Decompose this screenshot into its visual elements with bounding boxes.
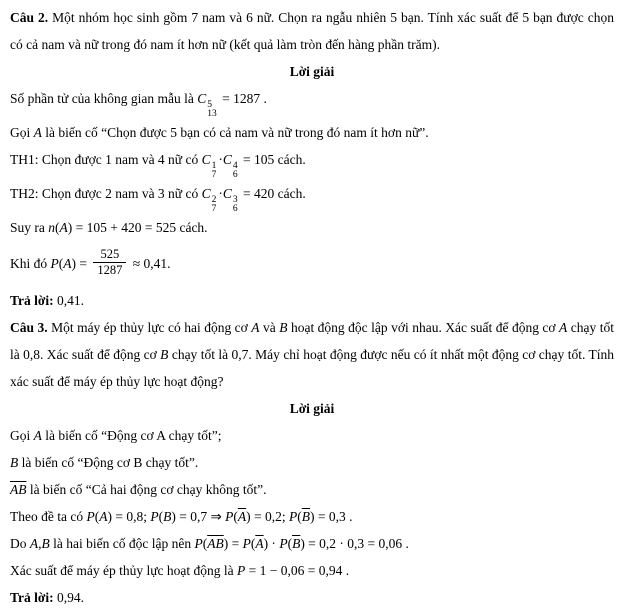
answer-value: 0,41. [53, 293, 84, 308]
math-var: A [33, 125, 42, 140]
math-function: P [150, 509, 159, 524]
q3-line-given [10, 503, 614, 530]
q2-line-case1 [10, 146, 614, 180]
comb-symbol: C [222, 186, 232, 201]
text-run: Khi đó [10, 256, 51, 271]
denominator: 1287 [93, 262, 126, 278]
overline-var: $\overline{A}$ [255, 536, 264, 551]
answer-value: 0,94. [53, 590, 84, 605]
comb-symbol: C [201, 186, 211, 201]
text-run: là biến cố “Động cơ A chạy tốt”; [41, 428, 222, 443]
text-run: ) = 0,2 · 0,3 = 0,06 . [300, 536, 409, 551]
paren: ( [158, 509, 164, 524]
math-function: P [50, 256, 59, 271]
text-run: Gọi [10, 125, 34, 140]
math-var: P [237, 563, 246, 578]
text-run: ) = 0,2; [246, 509, 290, 524]
math-function: P [225, 509, 234, 524]
math-var: A [99, 509, 108, 524]
math-function: n [48, 220, 55, 235]
text-run: ) = [223, 536, 243, 551]
subscript: 7 [211, 204, 217, 214]
text-run: = 420 cách. [239, 186, 306, 201]
overline-var: $\overline{A}$ [237, 509, 247, 524]
multiplication-dot: · [218, 186, 223, 201]
math-var: B [160, 347, 169, 362]
paren: ( [58, 256, 64, 271]
math-function: P [279, 536, 288, 551]
text-run: là biến cố “Cả hai động cơ chạy không tốt”. [26, 482, 267, 497]
text-run: = 105 cách. [239, 152, 306, 167]
text-run: Do [10, 536, 30, 551]
q2-line-count [10, 214, 614, 241]
text-run: Một nhóm học sinh gồm 7 nam và 6 nữ. Chọn ra ngẫu nhiên 5 bạn. Tính xác suất để 5 bạn được chọn có cả nam và nữ trong đó nam ít hơn nữ (kết quả làm tròn đến hàng phần trăm). [10, 10, 614, 52]
overline-var: $\overline{B}$ [301, 509, 311, 524]
overline-var: $\overline{B}$ [292, 536, 301, 551]
subscript: 6 [232, 204, 238, 214]
comb-indices [233, 162, 238, 180]
comb-symbol: C [222, 152, 232, 167]
text-run: ) = [71, 256, 91, 271]
subscript: 13 [207, 109, 217, 119]
math-var: B [10, 455, 19, 470]
text-run: ) = 105 + 420 = 525 cách. [67, 220, 208, 235]
q3-label: Câu 3. [10, 320, 48, 335]
text-run: Xác suất để máy ép thủy lực hoạt động là [10, 563, 238, 578]
math-function: P [242, 536, 251, 551]
text-run: ) = 0,7 ⇒ [171, 509, 226, 524]
text-run: ) = 0,8; [107, 509, 151, 524]
q3-line-result [10, 557, 614, 584]
heading-text: Lời giải [289, 64, 335, 79]
heading-text: Lời giải [289, 401, 335, 416]
math-function: P [86, 509, 95, 524]
comb-symbol: C [197, 91, 207, 106]
comb-indices [212, 162, 217, 180]
text-run: = 1287 . [218, 91, 267, 106]
subscript: 6 [232, 170, 238, 180]
q2-line-probability [10, 241, 614, 287]
text-run: Theo đề ta có [10, 509, 87, 524]
q2-answer [10, 287, 614, 314]
text-run: là hai biến cố độc lập nên [49, 536, 195, 551]
text-run: ) = 0,3 . [310, 509, 353, 524]
math-var: A [33, 428, 42, 443]
paren: ( [233, 509, 238, 524]
comb-indices [212, 196, 217, 214]
paren: ( [55, 220, 60, 235]
text-run: Suy ra [10, 220, 49, 235]
answer-label: Trả lời: [10, 293, 54, 308]
multiplication-dot: · [218, 152, 223, 167]
comb-indices [233, 196, 238, 214]
answer-label: Trả lời: [10, 590, 54, 605]
q3-line-independent [10, 530, 614, 557]
q2-line-event-def [10, 119, 614, 146]
math-function: P [194, 536, 203, 551]
paren: ( [250, 536, 256, 551]
q3-line-event-ab [10, 476, 614, 503]
superscript: 1 [211, 161, 217, 171]
text-run: là biến cố “Động cơ B chạy tốt”. [18, 455, 199, 470]
text-run: là biến cố “Chọn được 5 bạn có cả nam và nữ trong đó nam ít hơn nữ”. [41, 125, 429, 140]
text-run: ) · [263, 536, 280, 551]
text-run: TH1: Chọn được 1 nam và 4 nữ có [10, 152, 202, 167]
q3-solution-heading [10, 395, 614, 422]
q3-answer [10, 584, 614, 611]
math-var: A [63, 256, 72, 271]
paren: ( [297, 509, 302, 524]
text-run: TH2: Chọn được 2 nam và 3 nữ có [10, 186, 202, 201]
numerator: 525 [100, 247, 120, 262]
math-var: A [59, 220, 68, 235]
paren: ( [94, 509, 100, 524]
q2-line-sample-space [10, 85, 614, 119]
text-run: ≈ 0,41. [129, 256, 171, 271]
superscript: 5 [207, 100, 213, 110]
text-run: Số phần tử của không gian mẫu là [10, 91, 198, 106]
q2-statement [10, 4, 614, 58]
superscript: 4 [232, 161, 238, 171]
superscript: 3 [232, 195, 238, 205]
text-run: chạy tốt là 0,8. Xác suất để động cơ [10, 320, 614, 362]
math-var: A [559, 320, 568, 335]
math-var: B [279, 320, 288, 335]
subscript: 7 [211, 170, 217, 180]
comb-indices [207, 101, 217, 119]
math-var: B [163, 509, 172, 524]
paren: ( [287, 536, 293, 551]
text-run: chạy tốt là 0,7. Máy chỉ hoạt động được nếu có ít nhất một động cơ chạy tốt. Tính xác suất để máy ép thủy lực hoạt động? [10, 347, 614, 389]
math-var: A [251, 320, 260, 335]
q3-line-event-a [10, 422, 614, 449]
math-function: P [289, 509, 298, 524]
q2-solution-heading [10, 58, 614, 85]
fraction [93, 247, 126, 278]
text-run: hoạt động độc lập với nhau. Xác suất để động cơ [287, 320, 560, 335]
text-run: và [259, 320, 280, 335]
overline-var: $\overline{AB}$ [10, 482, 27, 497]
superscript: 2 [211, 195, 217, 205]
q2-line-case2 [10, 180, 614, 214]
q2-label: Câu 2. [10, 10, 49, 25]
q3-line-event-b [10, 449, 614, 476]
q3-statement [10, 314, 614, 395]
text-run: Một máy ép thủy lực có hai động cơ [47, 320, 252, 335]
paren: ( [202, 536, 208, 551]
comb-symbol: C [201, 152, 211, 167]
text-run: Gọi [10, 428, 34, 443]
overline-var: $\overline{AB}$ [207, 536, 224, 551]
math-var: A,B [29, 536, 50, 551]
text-run: = 1 − 0,06 = 0,94 . [245, 563, 350, 578]
